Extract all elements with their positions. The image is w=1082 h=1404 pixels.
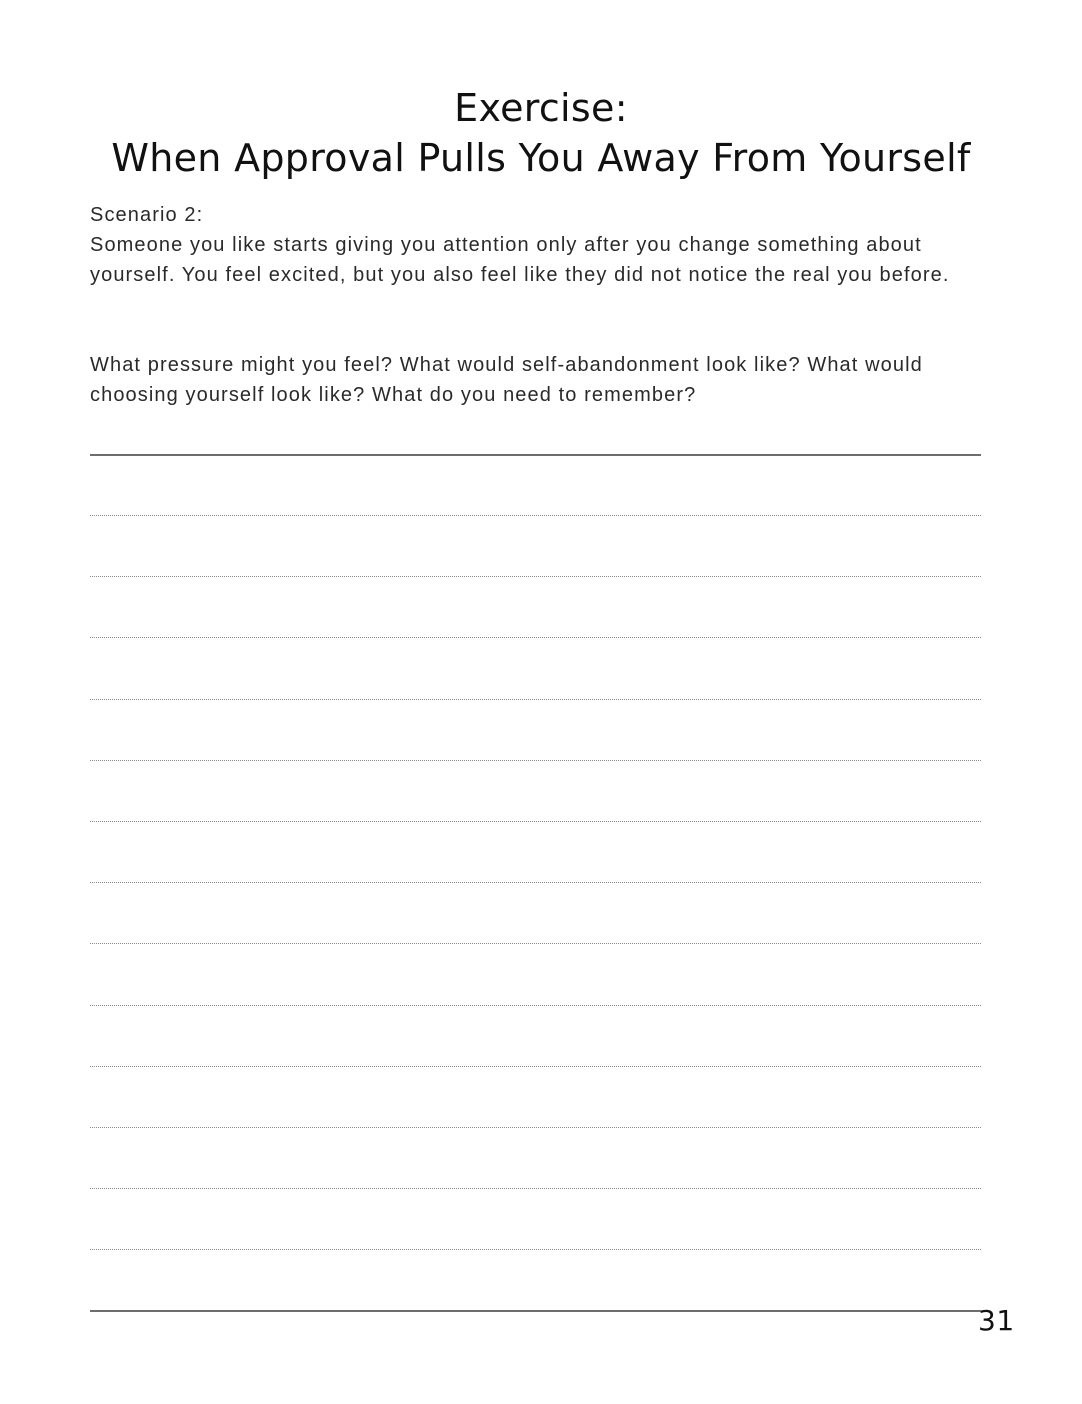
writing-line [90, 576, 981, 577]
writing-line [90, 760, 981, 761]
writing-line [90, 1005, 981, 1006]
writing-line [90, 1188, 981, 1189]
page-number: 31 [978, 1304, 1015, 1337]
writing-line [90, 821, 981, 822]
writing-line [90, 943, 981, 944]
writing-line [90, 1066, 981, 1067]
writing-line [90, 637, 981, 638]
writing-line [90, 515, 981, 516]
bottom-rule [90, 1310, 981, 1312]
exercise-heading: Exercise: [454, 86, 628, 130]
scenario-description: Someone you like starts giving you attention only after you change something about yourself. You feel excited, but you also feel like they did not notice the real you before. [90, 234, 950, 286]
exercise-title: When Approval Pulls You Away From Yourself [111, 136, 971, 180]
writing-line [90, 1127, 981, 1128]
writing-line [90, 882, 981, 883]
writing-line [90, 699, 981, 700]
reflection-prompt: What pressure might you feel? What would self-abandonment look like? What would choosing yourself look like? What do you need to remember? [90, 354, 923, 406]
scenario-label: Scenario 2: [90, 204, 204, 226]
writing-line [90, 1249, 981, 1250]
top-rule [90, 454, 981, 456]
